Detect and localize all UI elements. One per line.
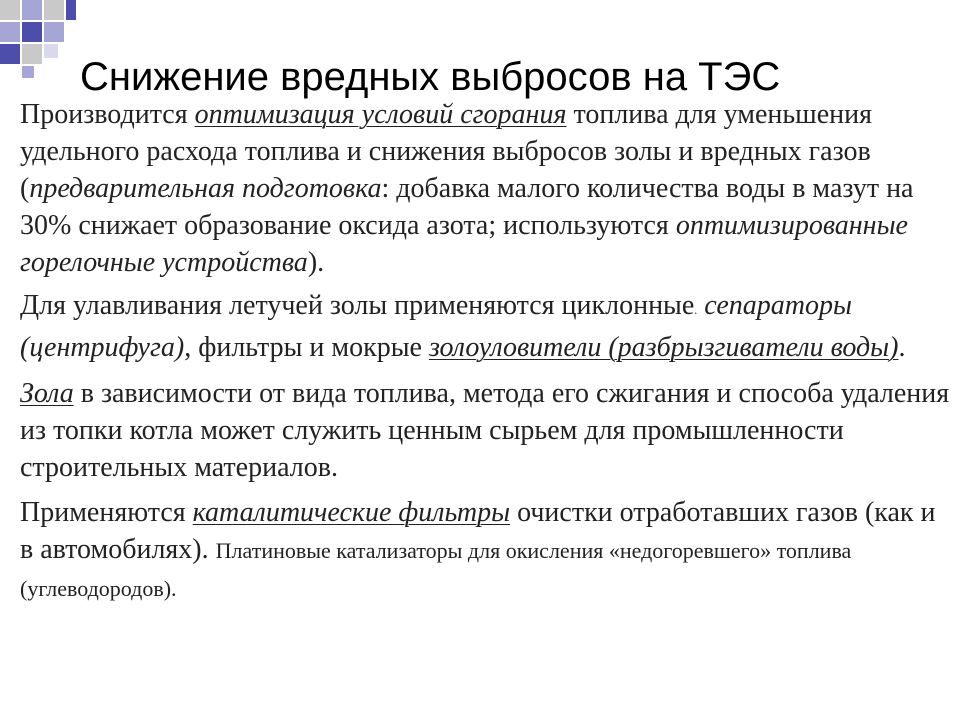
deco-square [0,0,20,20]
text-run: Применяются [20,497,193,528]
small-text: Платиновые катализаторы для окисления «недогоревшего» топлива (углеводородов). [20,538,852,601]
text-run: ). [307,247,325,278]
emphasis-link: золоуловители (разбрызгиватели воды) [428,332,899,363]
paragraph-ash-use [20,375,950,486]
emphasis-link: Зола [20,378,74,409]
deco-square [44,0,64,20]
emphasis-link: каталитические фильтры [192,497,511,528]
deco-square [22,66,34,78]
emphasis-text: сепараторы (центрифуга) [20,290,852,363]
deco-square [22,44,42,64]
deco-square [0,22,20,42]
text-run: Для улавливания летучей золы применяются циклонные [20,290,695,321]
paragraph-catalytic [20,494,950,607]
text-run: : добавка малого количества воды в мазут на 30% снижает образование оксида азота; используются [20,173,914,241]
deco-square [0,44,20,64]
text-run: . [694,303,698,317]
deco-square [22,0,42,20]
paragraph-ash-capture [20,287,950,366]
emphasis-text: оптимизированные горелочные устройства [20,210,908,278]
deco-square [44,22,64,42]
text-run: . [898,332,906,363]
text-run: очистки отработавших газов (как и в автомобилях). [20,497,936,565]
emphasis-text: предварительная подготовка [29,173,382,204]
deco-square [22,22,42,42]
text-run: , фильтры и мокрые [184,332,429,363]
slide-body [20,96,950,615]
slide-title: Снижение вредных выбросов на ТЭС [80,55,781,99]
deco-square [66,0,76,20]
deco-square [44,44,58,58]
text-run: Производится [20,99,195,130]
text-run: в зависимости от вида топлива, метода его сжигания и способа удаления из топки котла может служить ценным сырьем для промышленности строительных материалов. [20,378,950,483]
emphasis-link: оптимизация условий сгорания [194,99,567,130]
text-run: топлива для уменьшения удельного расхода топлива и снижения выбросов золы и вредных газов ( [20,99,873,204]
paragraph-optimization [20,96,950,281]
